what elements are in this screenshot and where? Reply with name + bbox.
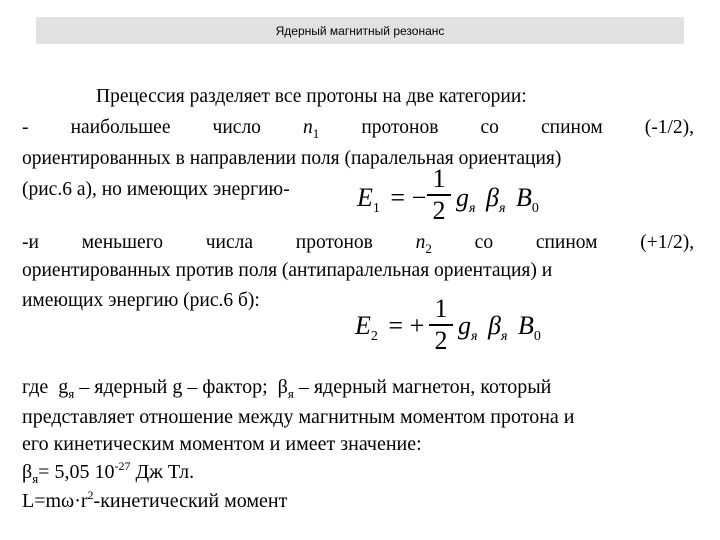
fraction-numerator: 1 <box>432 164 446 193</box>
item1-word: число <box>212 117 261 138</box>
item2-word: со <box>474 232 494 253</box>
e-subscript: 2 <box>370 329 378 344</box>
beta-symbol: β <box>488 311 501 340</box>
l-rest: -кинетический момент <box>93 490 288 512</box>
beta-subscript: я <box>500 329 508 344</box>
beta-symbol: β <box>486 183 499 212</box>
item2-word: (+1/2), <box>640 232 695 253</box>
g-subscript: я <box>68 386 75 401</box>
item1-line3-text: (рис.6 а), но имеющих энергию- <box>22 179 290 200</box>
fraction-one-half <box>429 296 453 354</box>
item2-line3 <box>22 289 694 313</box>
definition-line3-text: его кинетическим моментом и имеет значение: <box>22 433 422 455</box>
value-exponent: -27 <box>114 459 131 473</box>
b-symbol: B <box>515 183 532 212</box>
item1-line1 <box>22 116 694 140</box>
definition-value-line <box>22 460 694 484</box>
g-subscript: я <box>471 329 478 344</box>
fraction-numerator: 1 <box>434 294 448 323</box>
value-beta-subscript: я <box>32 471 39 486</box>
n-variable: n <box>415 232 426 253</box>
e-subscript: 1 <box>372 201 380 216</box>
definition-text: – ядерный магнетон, который <box>298 376 552 398</box>
item2-n2 <box>415 232 432 256</box>
item2-word: спином <box>535 232 598 253</box>
value-unit: Дж Тл. <box>130 461 195 483</box>
formula-e2 <box>355 313 424 344</box>
formula-e2-rest <box>458 313 541 344</box>
item1-line2-text: ориентированных в направлении поля (паралельная ориентация) <box>22 148 562 169</box>
item2-word: протонов <box>295 232 373 253</box>
l-exponent: 2 <box>87 488 94 502</box>
e-symbol: E <box>357 183 373 212</box>
definition-line2-text: представляет отношение между магнитным моментом протона и <box>22 406 575 428</box>
item2-line2-text: ориентированных против поля (антипаралельная ориентация) и <box>22 260 553 281</box>
g-symbol: g <box>456 183 469 212</box>
equals-sign: = <box>388 311 404 340</box>
e-symbol: E <box>355 311 371 340</box>
where-word: где <box>22 376 49 398</box>
item2-line1 <box>22 231 694 255</box>
intro-text: Прецессия разделяет все протоны на две категории: <box>96 86 527 107</box>
item1-word: протонов <box>361 117 439 138</box>
definition-l-line <box>22 489 694 513</box>
formula-e1-rest <box>456 185 539 216</box>
fraction-one-half <box>427 166 451 224</box>
g-subscript: я <box>469 201 476 216</box>
sign: − <box>411 183 427 212</box>
n-subscript: 2 <box>425 241 432 256</box>
value-text: = 5,05 10 <box>38 461 115 483</box>
sign: + <box>409 311 425 340</box>
definition-line3 <box>22 432 694 456</box>
beta-subscript: я <box>287 386 294 401</box>
item1-dash: - <box>22 117 29 138</box>
item1-line2 <box>22 147 694 171</box>
fraction-denominator: 2 <box>432 195 446 225</box>
item2-word: меньшего <box>81 232 163 253</box>
item1-word: наибольшее <box>70 117 171 138</box>
item2-word: числа <box>205 232 254 253</box>
g-sym: $g_я$ <box>58 376 75 401</box>
beta-subscript: я <box>498 201 506 216</box>
fraction-denominator: 2 <box>434 325 448 355</box>
b-symbol: B <box>517 311 534 340</box>
item1-word: со <box>480 117 499 138</box>
equals-sign: = <box>390 183 406 212</box>
n-variable: n <box>303 117 313 138</box>
g-symbol: g <box>458 311 471 340</box>
beta-sym: $\beta_я$ <box>277 376 294 401</box>
b-subscript: 0 <box>533 329 541 344</box>
b-subscript: 0 <box>531 201 539 216</box>
definition-text: – ядерный g – фактор; <box>79 376 268 398</box>
item1-word: спином <box>541 117 603 138</box>
slide-header <box>36 17 684 44</box>
formula-e1 <box>357 185 426 216</box>
value-beta: β <box>22 461 33 483</box>
slide-title: Ядерный магнитный резонанс <box>275 24 445 38</box>
l-text: L=mω·r <box>22 490 88 512</box>
definition-line2 <box>22 405 694 429</box>
item1-word: (-1/2), <box>644 117 695 138</box>
item2-line3-text: имеющих энергию (рис.6 б): <box>22 290 260 311</box>
item1-n1 <box>303 117 320 141</box>
item2-line2 <box>22 259 694 283</box>
n-subscript: 1 <box>312 126 320 141</box>
item2-word: -и <box>22 232 39 253</box>
intro-line <box>96 85 696 109</box>
definition-line1 <box>22 375 694 399</box>
